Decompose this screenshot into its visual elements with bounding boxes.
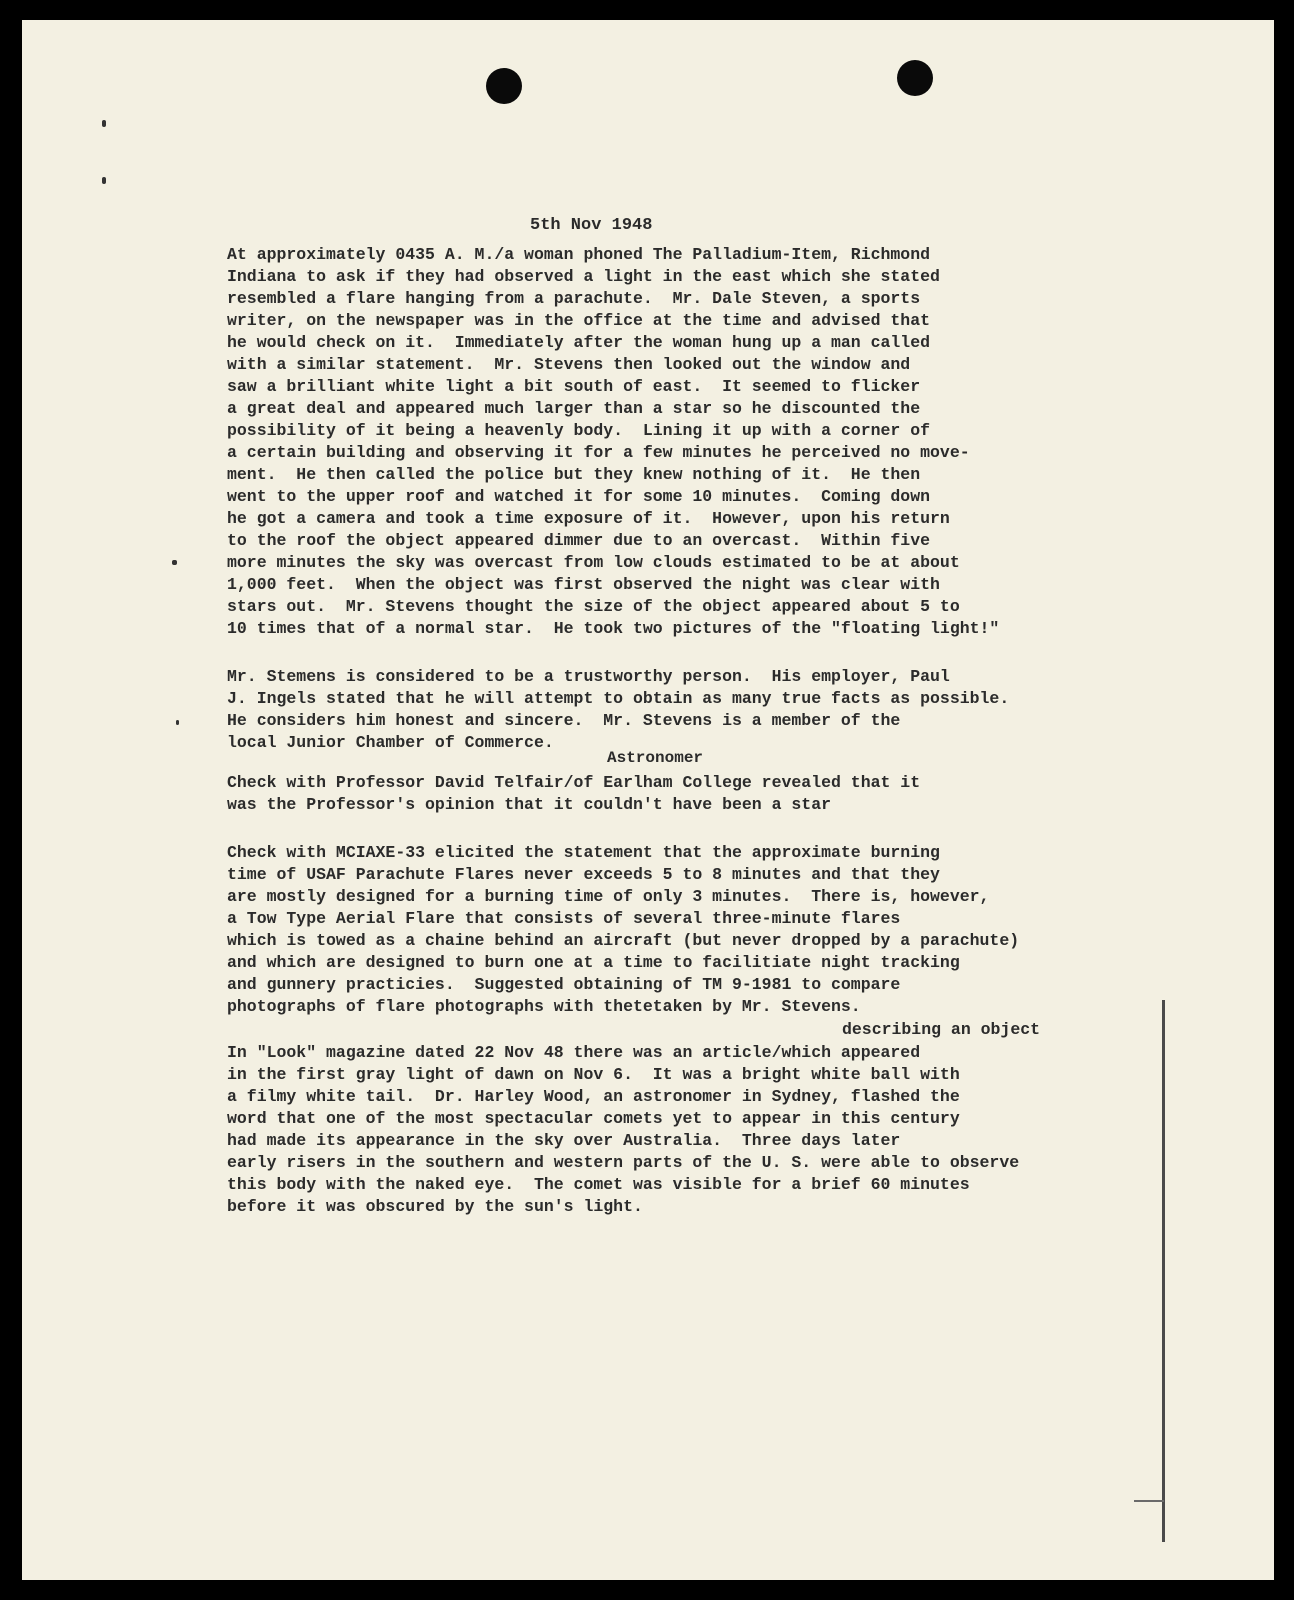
text-line: resembled a flare hanging from a parachute. Mr. Dale Steven, a sports [227, 289, 921, 308]
text-line: Check with MCIAXE-33 elicited the statement that the approximate burning [227, 843, 940, 862]
text-line: In "Look" magazine dated 22 Nov 48 there was an article/which appeared [227, 1043, 921, 1062]
margin-mark [176, 720, 179, 725]
text-line: He considers him honest and sincere. Mr. Stevens is a member of the [227, 711, 901, 730]
margin-rule [1162, 1000, 1165, 1542]
text-line: and which are designed to burn one at a time to facilitiate night tracking [227, 953, 960, 972]
paragraph-4 [227, 842, 1019, 1018]
text-line: early risers in the southern and western parts of the U. S. were able to observe [227, 1153, 1020, 1172]
text-line: to the roof the object appeared dimmer due to an overcast. Within five [227, 531, 931, 550]
text-line: before it was obscured by the sun's light. [227, 1197, 643, 1216]
text-line: J. Ingels stated that he will attempt to obtain as many true facts as possible. [227, 689, 1010, 708]
paragraph-1 [227, 244, 999, 640]
paragraph-3 [227, 772, 920, 816]
text-line: in the first gray light of dawn on Nov 6. It was a bright white ball with [227, 1065, 960, 1084]
margin-tick [1134, 1500, 1164, 1502]
date-insert: 5th Nov 1948 [530, 216, 653, 235]
text-line: Mr. Stemens is considered to be a trustworthy person. His employer, Paul [227, 667, 950, 686]
text-line: saw a brilliant white light a bit south of east. It seemed to flicker [227, 377, 921, 396]
text-line: photographs of flare photographs with thetetaken by Mr. Stevens. [227, 997, 861, 1016]
describing-insert: describing an object [842, 1020, 1041, 1039]
text-line: which is towed as a chaine behind an aircraft (but never dropped by a parachute) [227, 931, 1020, 950]
text-line: and gunnery practicies. Suggested obtaining of TM 9-1981 to compare [227, 975, 901, 994]
text-line: 1,000 feet. When the object was first observed the night was clear with [227, 575, 940, 594]
paragraph-5 [227, 1042, 1019, 1218]
text-line: more minutes the sky was overcast from low clouds estimated to be at about [227, 553, 960, 572]
text-line: went to the upper roof and watched it for some 10 minutes. Coming down [227, 487, 931, 506]
text-line: ment. He then called the police but they knew nothing of it. He then [227, 465, 921, 484]
text-line: with a similar statement. Mr. Stevens then looked out the window and [227, 355, 911, 374]
astronomer-insert: Astronomer [607, 749, 704, 767]
punch-hole-right [897, 60, 933, 96]
text-line: a certain building and observing it for a few minutes he perceived no move- [227, 443, 970, 462]
text-line: a great deal and appeared much larger than a star so he discounted the [227, 399, 921, 418]
margin-mark [172, 560, 177, 565]
text-line: possibility of it being a heavenly body. Lining it up with a corner of [227, 421, 931, 440]
text-line: Indiana to ask if they had observed a light in the east which she stated [227, 267, 940, 286]
paragraph-2 [227, 666, 1009, 754]
text-line: had made its appearance in the sky over Australia. Three days later [227, 1131, 901, 1150]
text-line: he would check on it. Immediately after the woman hung up a man called [227, 333, 931, 352]
text-line: this body with the naked eye. The comet was visible for a brief 60 minutes [227, 1175, 970, 1194]
text-line: stars out. Mr. Stevens thought the size of the object appeared about 5 to [227, 597, 960, 616]
text-line: word that one of the most spectacular comets yet to appear in this century [227, 1109, 960, 1128]
punch-hole-left [486, 68, 522, 104]
margin-mark [102, 120, 106, 127]
text-line: writer, on the newspaper was in the office at the time and advised that [227, 311, 931, 330]
text-line: a Tow Type Aerial Flare that consists of several three-minute flares [227, 909, 901, 928]
margin-mark [102, 177, 106, 184]
text-line: a filmy white tail. Dr. Harley Wood, an astronomer in Sydney, flashed the [227, 1087, 960, 1106]
text-line: was the Professor's opinion that it couldn't have been a star [227, 795, 831, 814]
text-line: time of USAF Parachute Flares never exceeds 5 to 8 minutes and that they [227, 865, 940, 884]
document-page [22, 20, 1274, 1580]
text-line: he got a camera and took a time exposure of it. However, upon his return [227, 509, 950, 528]
text-line: Check with Professor David Telfair/of Earlham College revealed that it [227, 773, 921, 792]
text-line: local Junior Chamber of Commerce. [227, 733, 554, 752]
text-line: are mostly designed for a burning time of only 3 minutes. There is, however, [227, 887, 990, 906]
text-line: At approximately 0435 A. M./a woman phoned The Palladium-Item, Richmond [227, 245, 931, 264]
text-line: 10 times that of a normal star. He took two pictures of the "floating light!" [227, 619, 1000, 638]
